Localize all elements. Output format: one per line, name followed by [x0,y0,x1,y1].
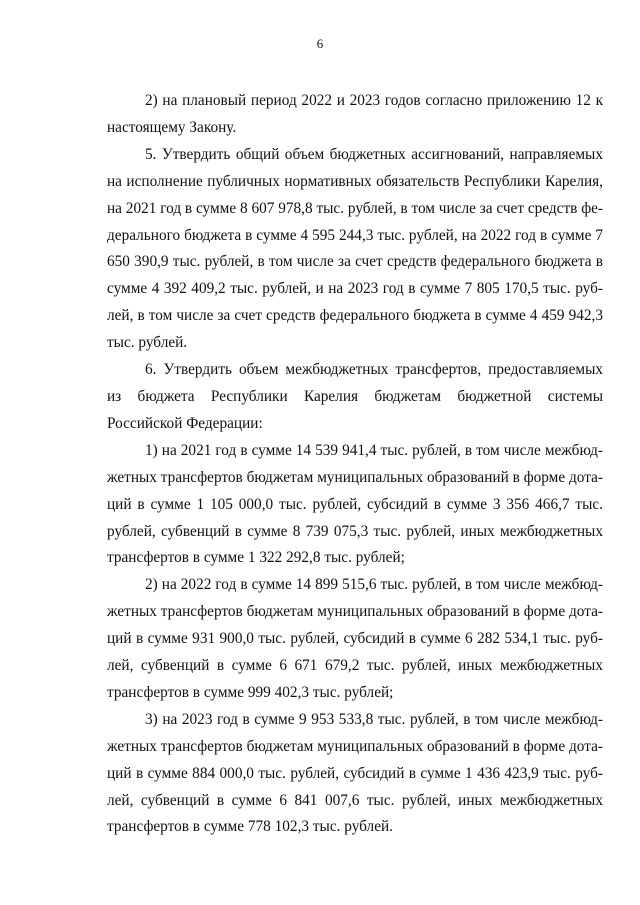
page-number: 6 [316,36,324,51]
paragraph-6-interbudget-transfers: 6. Утвердить объем межбюджетных трансфертов, предоставляемых из бюджета Республики Карелия бюджетам бюджетной системы Российской Федерации: [107,361,603,432]
paragraph-6-item-3-2023: 3) на 2023 год в сумме 9 953 533,8 тыс. рублей, в том числе межбюджетных трансфертов бюджетам муниципальных образований в форме дотаций в сумме 884 000,0 тыс. рублей, субсидий в сумме 1 436 423,9 тыс. рублей, субвенций в сумме 6 841 007,6 тыс. рублей, иных межбюджетных трансфертов в сумме 778 102,3 тыс. рублей. [107,710,603,836]
paragraph-5-public-obligations: 5. Утвердить общий объем бюджетных ассигнований, направляемых на исполнение публичных нормативных обязательств Республики Карелия, на 2021 год в сумме 8 607 978,8 тыс. рублей, в том числе за счет средств федерального бюджета в сумме 4 595 244,3 тыс. рублей, на 2022 год в сумме 7 650 390,9 тыс. рублей, в том числе за счет средств федерального бюджета в сумме 4 392 409,2 тыс. рублей, и на 2023 год в сумме 7 805 170,5 тыс. рублей, в том числе за счет средств федерального бюджета в сумме 4 459 942,3 тыс. рублей. [107,145,603,352]
paragraph-6-item-1-2021: 1) на 2021 год в сумме 14 539 941,4 тыс. рублей, в том числе межбюджетных трансфертов бюджетам муниципальных образований в форме дотаций в сумме 1 105 000,0 тыс. рублей, субсидий в сумме 3 356 466,7 тыс. рублей, субвенций в сумме 8 739 075,3 тыс. рублей, иных межбюджетных трансфертов в сумме 1 322 292,8 тыс. рублей; [107,441,603,567]
paragraph-6-item-2-2022: 2) на 2022 год в сумме 14 899 515,6 тыс. рублей, в том числе межбюджетных трансфертов бюджетам муниципальных образований в форме дотаций в сумме 931 900,0 тыс. рублей, субсидий в сумме 6 282 534,1 тыс. рублей, субвенций в сумме 6 671 679,2 тыс. рублей, иных межбюджетных трансфертов в сумме 999 402,3 тыс. рублей; [107,576,603,701]
document-body [107,88,603,841]
paragraph-item-2-planning-period: 2) на плановый период 2022 и 2023 годов согласно приложению 12 к настоящему Закону. [107,92,603,136]
